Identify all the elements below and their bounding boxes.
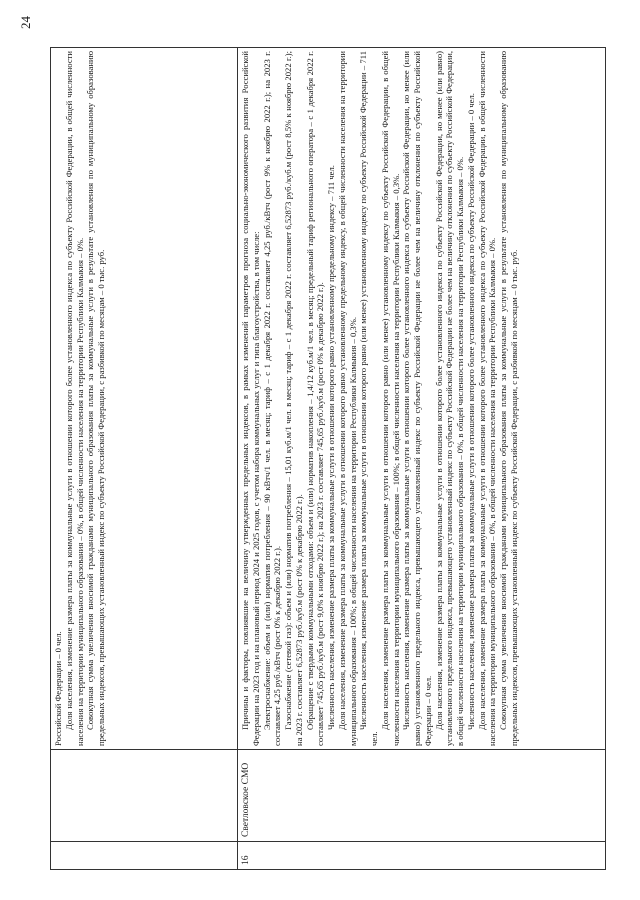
paragraph: Российской Федерации – 0 чел. xyxy=(53,631,63,746)
paragraph: Доля населения, изменение размера платы за коммунальные услуги в отношении которого более установленного индекса по субъекту Российской Федерации, в общей численности населения на территории муниципального образования – 0%, в общей численности населения на территории Республики Калмыкия – 0%. xyxy=(63,51,85,746)
municipality-name-cell xyxy=(51,750,238,842)
paragraph: Численность населения, изменение размера платы за коммунальные услуги в отношении которого равно установленному предельному индексу – 711 чел. xyxy=(326,165,336,730)
paragraph: Доля населения, изменение размера платы за коммунальные услуги в отношении которого равно (или менее) установленному индексу по субъекту Российской Федерации, в общей численности населения на территории муниципального образования – 100%; в общей численности населения на территории Республики Калмыкия – 0,3%. xyxy=(379,51,401,746)
description-text xyxy=(53,51,107,746)
row-number-cell xyxy=(238,842,606,870)
row-number: 16 xyxy=(241,855,251,865)
description-cell xyxy=(238,48,606,750)
row-number-cell xyxy=(51,842,238,870)
description-cell xyxy=(51,48,238,750)
paragraph: Численность населения, изменение размера платы за коммунальные услуги в отношении которого более установленного индекса по субъекту Российской Федерации – 0 чел. xyxy=(465,93,476,730)
page-number: 24 xyxy=(18,16,33,29)
paragraph: Численность населения, изменение размера платы за коммунальные услуги в отношении которого более установленного индекса по субъекту Российской Федерации, но менее (или равно) установленного предельного индекса, превышающего установленный индекс по субъекту Российской Федерации не более чем на величину отклонения по субъекту Российской Федерации – 0 чел. xyxy=(401,51,433,746)
paragraph: Электроснабжение: объем и (или) норматив потребления – 90 кВтч/1 чел. в месяц; тариф – с 1 декабря 2022 г. составляет 4,25 руб./кВтч (рост 9% к ноябрю 2022 г.); на 2023 г. составляет 4,25 руб./кВтч (рост 0% к декабрю 2022 г.). xyxy=(261,51,283,746)
paragraph: Обращение с твердыми коммунальными отходами: объем и (или) норматив накопления – 1,4/12 куб.м/1 чел. в месяц; предельный тариф регионального оператора – с 1 декабря 2022 г. составляет 745,65 руб./куб.м (рост 9,0% к ноябрю 2022 г.); на 2023 г. составляет 745,65 руб./куб.м (рост 0% к декабрю 2022 г.). xyxy=(304,51,326,746)
paragraph: Доля населения, изменение размера платы за коммунальные услуги в отношении которого более установленного индекса по субъекту Российской Федерации, в общей численности населения на территории муниципального образования – 0%, в общей численности населения на территории Республики Калмыкия – 0%. xyxy=(476,51,498,746)
paragraph: Причины и факторы, повлиявшие на величину утвержденных предельных индексов, в рамках изменений параметров прогноза социально-экономического развития Российской Федерации на 2023 год и на плановый период 2024 и 2025 годов, с учетом набора коммунальных услуг и типа благоустройства, в том числе: xyxy=(240,51,261,746)
paragraph: Доля населения, изменение размера платы за коммунальные услуги в отношении которого более установленного индекса по субъекту Российской Федерации, но менее (или равно) установленного предельного индекса, превышающего установленный индекс по субъекту Российской Федерации не более чем на величину отклонения по субъекту Российской Федерации, в общей численности населения на территории муниципального образования – 0%, в общей численности населения на территории Республики Калмыкия – 0%. xyxy=(433,51,465,746)
paragraph: Численность населения, изменение размера платы за коммунальные услуги в отношении которого равно (или менее) установленному индексу по субъекту Российской Федерации – 711 чел. xyxy=(358,51,379,746)
table-row xyxy=(51,48,238,870)
description-text xyxy=(240,51,520,746)
paragraph: Совокупная сумма увеличения вносимой гражданами муниципального образования платы за коммунальные услуги в результате установления по муниципальному образованию предельных индексов, превышающих установленный индекс по субъекту Российской Федерации, с разбивкой по месяцам – 0 тыс. руб. xyxy=(85,51,106,746)
document-table xyxy=(50,47,606,870)
municipality-name: Светловское СМО xyxy=(241,762,251,837)
table-row xyxy=(238,48,606,870)
paragraph: Доля населения, изменение размера платы за коммунальные услуги в отношении которого равно установленному предельному индексу, в общей численности населения на территории муниципального образования – 100%; в общей численности населения на территории Республики Калмыкия – 0,3%. xyxy=(336,51,358,746)
municipality-name-cell xyxy=(238,750,606,842)
paragraph: Газоснабжение (сетевой газ): объем и (или) норматив потребления – 15,01 куб.м/1 чел. в месяц; тариф – с 1 декабря 2022 г. составляет 6,52873 руб./куб.м (рост 8,5% к ноябрю 2022 г.); на 2023 г. составляет 6,52873 руб./куб.м (рост 0% к декабрю 2022 г.). xyxy=(283,51,304,746)
paragraph: Совокупная сумма увеличения вносимой гражданами муниципального образования платы за коммунальные услуги в результате установления по муниципальному образованию предельных индексов, превышающих установленный индекс по субъекту Российской Федерации, с разбивкой по месяцам – 0 тыс. руб. xyxy=(498,51,519,746)
